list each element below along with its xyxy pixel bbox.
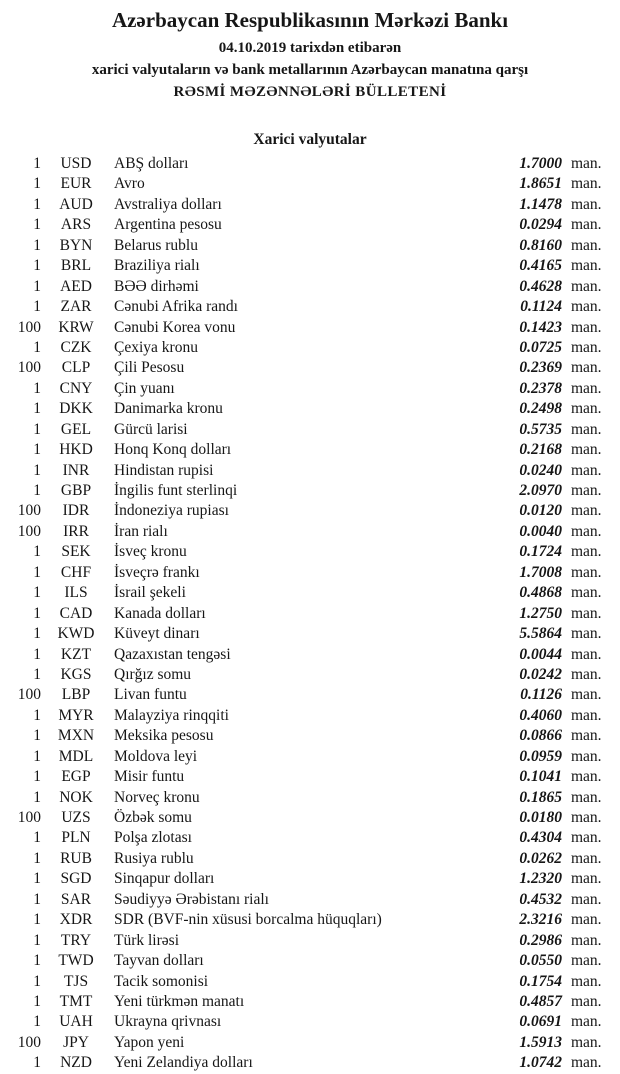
quantity-cell: 1 — [33, 972, 41, 990]
unit-label-cell: man. — [571, 1013, 602, 1031]
quantity-cell: 1 — [33, 236, 41, 254]
currency-code-cell: SEK — [61, 543, 91, 561]
currency-name-cell: Kanada dolları — [114, 604, 206, 622]
currency-name-cell: Sinqapur dolları — [114, 870, 215, 888]
quantity-cell: 1 — [33, 870, 41, 888]
table-row — [0, 481, 620, 501]
currency-name-cell: İran rialı — [114, 522, 168, 540]
currency-code-cell: INR — [62, 461, 90, 479]
currency-name-cell: Danimarka kronu — [114, 400, 223, 418]
unit-label-cell: man. — [571, 992, 602, 1010]
rate-value-cell: 0.4060 — [519, 706, 562, 724]
currency-name-cell: Misir funtu — [114, 768, 185, 786]
currency-code-cell: UAH — [59, 1013, 93, 1031]
quantity-cell: 1 — [33, 890, 41, 908]
table-row — [0, 583, 620, 603]
quantity-cell: 1 — [33, 482, 41, 499]
quantity-cell: 1 — [33, 931, 41, 949]
currency-code-cell: MXN — [57, 727, 95, 745]
table-row — [0, 747, 620, 767]
quantity-cell: 1 — [33, 768, 41, 786]
currency-code-cell: NOK — [59, 788, 93, 806]
rate-value-cell: 0.0262 — [519, 849, 562, 867]
currency-name-cell: Hindistan rupisi — [114, 461, 214, 479]
unit-label-cell: man. — [571, 972, 602, 990]
table-row — [0, 501, 620, 521]
unit-label-cell: man. — [571, 236, 602, 254]
currency-code-cell: CAD — [59, 604, 93, 622]
rate-value-cell: 0.0180 — [519, 809, 562, 826]
quantity-cell: 1 — [33, 338, 41, 356]
currency-name-cell: Livan funtu — [114, 686, 187, 704]
rate-value-cell: 0.4857 — [519, 992, 562, 1010]
currency-code-cell: DKK — [59, 400, 93, 418]
table-row — [0, 951, 620, 971]
rate-value-cell: 0.1124 — [520, 298, 562, 316]
table-row — [0, 706, 620, 726]
currency-name-cell: Səudiyyə Ərəbistanı rialı — [114, 890, 269, 908]
unit-label-cell: man. — [571, 277, 602, 295]
rate-value-cell: 1.7000 — [519, 155, 562, 172]
rate-value-cell: 0.2986 — [519, 931, 562, 949]
table-row — [0, 338, 620, 358]
quantity-cell: 1 — [33, 952, 41, 970]
unit-label-cell: man. — [571, 1033, 602, 1051]
currency-code-cell: AED — [60, 277, 92, 295]
table-row — [0, 318, 620, 338]
currency-name-cell: İsrail şekeli — [114, 584, 186, 602]
currency-name-cell: İsveçrə frankı — [114, 563, 200, 581]
unit-label-cell: man. — [571, 216, 602, 234]
rate-value-cell: 0.0242 — [519, 665, 562, 683]
rate-value-cell: 1.5913 — [519, 1033, 562, 1051]
table-row — [0, 849, 620, 869]
table-row — [0, 563, 620, 583]
table-row — [0, 542, 620, 562]
table-row — [0, 256, 620, 276]
unit-label-cell: man. — [571, 890, 602, 908]
currency-name-cell: Çili Pesosu — [114, 359, 185, 377]
unit-label-cell: man. — [571, 1054, 602, 1072]
quantity-cell: 100 — [17, 686, 41, 704]
unit-label-cell: man. — [571, 625, 602, 643]
currency-code-cell: BRL — [60, 257, 92, 275]
rate-value-cell: 0.0725 — [519, 338, 562, 356]
rate-value-cell: 0.0866 — [519, 727, 562, 745]
currency-code-cell: KRW — [58, 318, 94, 336]
currency-name-cell: Özbək somu — [114, 809, 192, 826]
table-row — [0, 828, 620, 848]
currency-code-cell: CHF — [60, 563, 92, 581]
currency-name-cell: Braziliya rialı — [114, 257, 200, 275]
quantity-cell: 1 — [33, 665, 41, 683]
table-row — [0, 624, 620, 644]
table-row — [0, 277, 620, 297]
rate-value-cell: 1.0742 — [519, 1054, 562, 1072]
quantity-cell: 1 — [33, 788, 41, 806]
quantity-cell: 100 — [17, 522, 41, 540]
rate-value-cell: 1.1478 — [519, 195, 562, 213]
quantity-cell: 1 — [33, 175, 41, 193]
currency-name-cell: Belarus rublu — [114, 236, 198, 254]
currency-name-cell: Argentina pesosu — [114, 216, 222, 234]
currency-name-cell: Yeni türkmən manatı — [114, 992, 245, 1010]
currency-name-cell: Avro — [114, 175, 145, 193]
table-row — [0, 788, 620, 808]
currency-code-cell: RUB — [60, 849, 92, 867]
table-row — [0, 399, 620, 419]
rate-value-cell: 0.4165 — [519, 257, 562, 275]
rate-value-cell: 0.8160 — [519, 236, 562, 254]
table-row — [0, 420, 620, 440]
currency-code-cell: ARS — [60, 216, 92, 234]
currency-code-cell: PLN — [61, 829, 91, 847]
table-row — [0, 910, 620, 930]
rate-value-cell: 2.0970 — [519, 482, 562, 499]
currency-name-cell: Polşa zlotası — [114, 829, 192, 847]
table-row — [0, 1053, 620, 1073]
table-row — [0, 869, 620, 889]
unit-label-cell: man. — [571, 706, 602, 724]
rate-value-cell: 0.4628 — [519, 277, 562, 295]
currency-code-cell: CZK — [60, 338, 92, 356]
unit-label-cell: man. — [571, 400, 602, 418]
rate-value-cell: 0.4304 — [519, 829, 562, 847]
currency-code-cell: BYN — [59, 236, 93, 254]
table-row — [0, 645, 620, 665]
table-row — [0, 522, 620, 542]
currency-name-cell: SDR (BVF-nin xüsusi borcalma hüquqları) — [114, 911, 382, 929]
currency-code-cell: TJS — [63, 972, 89, 990]
quantity-cell: 1 — [33, 829, 41, 847]
table-row — [0, 931, 620, 951]
rate-value-cell: 5.5864 — [519, 625, 562, 643]
unit-label-cell: man. — [571, 870, 602, 888]
unit-label-cell: man. — [571, 665, 602, 683]
rate-value-cell: 0.1865 — [519, 788, 562, 806]
quantity-cell: 1 — [33, 461, 41, 479]
unit-label-cell: man. — [571, 952, 602, 970]
unit-label-cell: man. — [571, 788, 602, 806]
currency-name-cell: Yeni Zelandiya dolları — [114, 1054, 253, 1072]
currency-name-cell: Honq Konq dolları — [114, 441, 232, 459]
unit-label-cell: man. — [571, 298, 602, 316]
quantity-cell: 1 — [33, 992, 41, 1010]
currency-name-cell: BƏƏ dirhəmi — [114, 277, 199, 295]
rate-value-cell: 1.8651 — [519, 175, 562, 193]
currency-code-cell: EUR — [60, 175, 92, 193]
unit-label-cell: man. — [571, 809, 602, 826]
table-row — [0, 992, 620, 1012]
unit-label-cell: man. — [571, 502, 602, 520]
quantity-cell: 1 — [33, 911, 41, 929]
currency-name-cell: Moldova leyi — [114, 747, 198, 765]
table-row — [0, 972, 620, 992]
unit-label-cell: man. — [571, 318, 602, 336]
table-row — [0, 461, 620, 481]
currency-code-cell: KWD — [57, 625, 95, 643]
rate-value-cell: 0.0550 — [519, 952, 562, 970]
currency-name-cell: Cənubi Korea vonu — [114, 318, 236, 336]
currency-code-cell: MDL — [58, 747, 94, 765]
quantity-cell: 1 — [33, 155, 41, 172]
currency-name-cell: Yapon yeni — [114, 1033, 185, 1051]
currency-code-cell: ZAR — [60, 298, 92, 316]
quantity-cell: 1 — [33, 441, 41, 459]
currency-name-cell: Rusiya rublu — [114, 849, 194, 867]
currency-code-cell: KZT — [60, 645, 92, 663]
currency-code-cell: ILS — [64, 584, 88, 602]
currency-code-cell: HKD — [59, 441, 93, 459]
unit-label-cell: man. — [571, 257, 602, 275]
currency-name-cell: Cənubi Afrika randı — [114, 298, 238, 316]
quantity-cell: 1 — [33, 1054, 41, 1072]
quantity-cell: 1 — [33, 298, 41, 316]
currency-rates-table — [0, 154, 620, 1074]
unit-label-cell: man. — [571, 420, 602, 438]
unit-label-cell: man. — [571, 461, 602, 479]
rate-value-cell: 2.3216 — [519, 911, 562, 929]
unit-label-cell: man. — [571, 604, 602, 622]
table-row — [0, 767, 620, 787]
unit-label-cell: man. — [571, 931, 602, 949]
rate-value-cell: 0.1041 — [519, 768, 562, 786]
document-subtitle: xarici valyutaların və bank metallarının Azərbaycan manatına qarşı — [91, 62, 529, 78]
currency-name-cell: İngilis funt sterlinqi — [114, 482, 238, 499]
quantity-cell: 1 — [33, 625, 41, 643]
table-row — [0, 685, 620, 705]
unit-label-cell: man. — [571, 911, 602, 929]
quantity-cell: 1 — [33, 645, 41, 663]
quantity-cell: 1 — [33, 604, 41, 622]
currency-code-cell: CLP — [61, 359, 91, 377]
unit-label-cell: man. — [571, 359, 602, 377]
currency-code-cell: TWD — [58, 952, 94, 970]
rate-value-cell: 0.0691 — [519, 1013, 562, 1031]
bulletin-title: RƏSMİ MƏZƏNNƏLƏRİ BÜLLETENİ — [173, 84, 447, 100]
unit-label-cell: man. — [571, 727, 602, 745]
unit-label-cell: man. — [571, 686, 602, 704]
quantity-cell: 1 — [33, 400, 41, 418]
currency-code-cell: JPY — [63, 1033, 89, 1051]
currency-name-cell: Qırğız somu — [114, 665, 192, 683]
unit-label-cell: man. — [571, 563, 602, 581]
unit-label-cell: man. — [571, 155, 602, 172]
currency-code-cell: XDR — [59, 911, 93, 929]
currency-name-cell: Tacik somonisi — [114, 972, 209, 990]
table-row — [0, 215, 620, 235]
quantity-cell: 1 — [33, 420, 41, 438]
currency-code-cell: IRR — [63, 522, 89, 540]
quantity-cell: 1 — [33, 257, 41, 275]
currency-code-cell: SAR — [60, 890, 92, 908]
rate-value-cell: 0.2378 — [519, 379, 562, 397]
quantity-cell: 1 — [33, 379, 41, 397]
unit-label-cell: man. — [571, 829, 602, 847]
currency-code-cell: AUD — [59, 195, 93, 213]
currency-code-cell: GBP — [60, 482, 92, 499]
unit-label-cell: man. — [571, 379, 602, 397]
rate-value-cell: 0.5735 — [519, 420, 562, 438]
currency-code-cell: USD — [60, 155, 92, 172]
currency-name-cell: İsveç kronu — [114, 543, 187, 561]
currency-code-cell: MYR — [58, 706, 94, 724]
unit-label-cell: man. — [571, 645, 602, 663]
table-row — [0, 195, 620, 215]
currency-code-cell: NZD — [60, 1054, 92, 1072]
rate-value-cell: 0.1423 — [519, 318, 562, 336]
rate-value-cell: 0.0959 — [519, 747, 562, 765]
quantity-cell: 100 — [17, 502, 41, 520]
unit-label-cell: man. — [571, 338, 602, 356]
quantity-cell: 1 — [33, 747, 41, 765]
section-title-foreign-currencies: Xarici valyutalar — [253, 131, 367, 148]
rate-value-cell: 0.0294 — [519, 216, 562, 234]
currency-code-cell: IDR — [62, 502, 90, 520]
table-row — [0, 604, 620, 624]
rate-value-cell: 0.0120 — [519, 502, 562, 520]
currency-name-cell: Türk lirəsi — [114, 931, 179, 949]
quantity-cell: 1 — [33, 584, 41, 602]
rate-value-cell: 0.2498 — [519, 400, 562, 418]
currency-name-cell: Norveç kronu — [114, 788, 200, 806]
table-row — [0, 297, 620, 317]
quantity-cell: 1 — [33, 195, 41, 213]
document-header — [0, 0, 620, 102]
unit-label-cell: man. — [571, 175, 602, 193]
quantity-cell: 100 — [17, 1033, 41, 1051]
currency-name-cell: Ukrayna qrivnası — [114, 1013, 222, 1031]
quantity-cell: 1 — [33, 277, 41, 295]
rate-value-cell: 0.1754 — [519, 972, 562, 990]
table-row — [0, 665, 620, 685]
table-row — [0, 358, 620, 378]
table-row — [0, 379, 620, 399]
rate-value-cell: 1.2750 — [519, 604, 562, 622]
currency-code-cell: EGP — [61, 768, 91, 786]
rate-value-cell: 0.4532 — [519, 890, 562, 908]
currency-name-cell: Qazaxıstan tengəsi — [114, 645, 231, 663]
currency-name-cell: Çin yuanı — [114, 379, 175, 397]
quantity-cell: 1 — [33, 1013, 41, 1031]
rate-value-cell: 0.2369 — [519, 359, 562, 377]
quantity-cell: 1 — [33, 727, 41, 745]
table-row — [0, 808, 620, 828]
currency-code-cell: GEL — [60, 420, 92, 438]
currency-code-cell: TMT — [59, 992, 93, 1010]
quantity-cell: 1 — [33, 543, 41, 561]
currency-name-cell: Küveyt dinarı — [114, 625, 200, 643]
table-row — [0, 440, 620, 460]
currency-code-cell: SGD — [60, 870, 92, 888]
page-title: Azərbaycan Respublikasının Mərkəzi Bankı — [111, 8, 509, 32]
unit-label-cell: man. — [571, 522, 602, 540]
quantity-cell: 100 — [17, 318, 41, 336]
rate-value-cell: 0.0040 — [519, 522, 562, 540]
rate-value-cell: 1.2320 — [519, 870, 562, 888]
table-row — [0, 890, 620, 910]
table-row — [0, 174, 620, 194]
rate-value-cell: 1.7008 — [519, 563, 562, 581]
effective-date-line: 04.10.2019 tarixdən etibarən — [218, 40, 402, 56]
currency-name-cell: Avstraliya dolları — [114, 195, 222, 213]
table-row — [0, 154, 620, 174]
unit-label-cell: man. — [571, 768, 602, 786]
unit-label-cell: man. — [571, 584, 602, 602]
currency-code-cell: UZS — [61, 809, 91, 826]
quantity-cell: 1 — [33, 706, 41, 724]
currency-code-cell: KGS — [60, 665, 92, 683]
unit-label-cell: man. — [571, 747, 602, 765]
quantity-cell: 1 — [33, 216, 41, 234]
currency-code-cell: TRY — [60, 931, 92, 949]
unit-label-cell: man. — [571, 441, 602, 459]
rate-value-cell: 0.2168 — [519, 441, 562, 459]
table-row — [0, 236, 620, 256]
unit-label-cell: man. — [571, 849, 602, 867]
rate-value-cell: 0.1724 — [519, 543, 562, 561]
currency-name-cell: Gürcü larisi — [114, 420, 188, 438]
unit-label-cell: man. — [571, 543, 602, 561]
table-row — [0, 1012, 620, 1032]
currency-name-cell: İndoneziya rupiası — [114, 502, 229, 520]
table-row — [0, 1033, 620, 1053]
rate-value-cell: 0.0044 — [519, 645, 562, 663]
currency-name-cell: Tayvan dolları — [114, 952, 204, 970]
currency-code-cell: CNY — [59, 379, 93, 397]
currency-name-cell: Çexiya kronu — [114, 338, 198, 356]
quantity-cell: 100 — [17, 359, 41, 377]
quantity-cell: 1 — [33, 563, 41, 581]
currency-name-cell: Meksika pesosu — [114, 727, 214, 745]
rate-value-cell: 0.4868 — [519, 584, 562, 602]
currency-code-cell: LBP — [61, 686, 91, 704]
rate-value-cell: 0.1126 — [520, 686, 562, 704]
quantity-cell: 100 — [17, 809, 41, 826]
unit-label-cell: man. — [571, 482, 602, 499]
table-row — [0, 726, 620, 746]
currency-name-cell: ABŞ dolları — [114, 155, 189, 172]
rate-value-cell: 0.0240 — [519, 461, 562, 479]
currency-name-cell: Malayziya rinqqiti — [114, 706, 229, 724]
quantity-cell: 1 — [33, 849, 41, 867]
unit-label-cell: man. — [571, 195, 602, 213]
